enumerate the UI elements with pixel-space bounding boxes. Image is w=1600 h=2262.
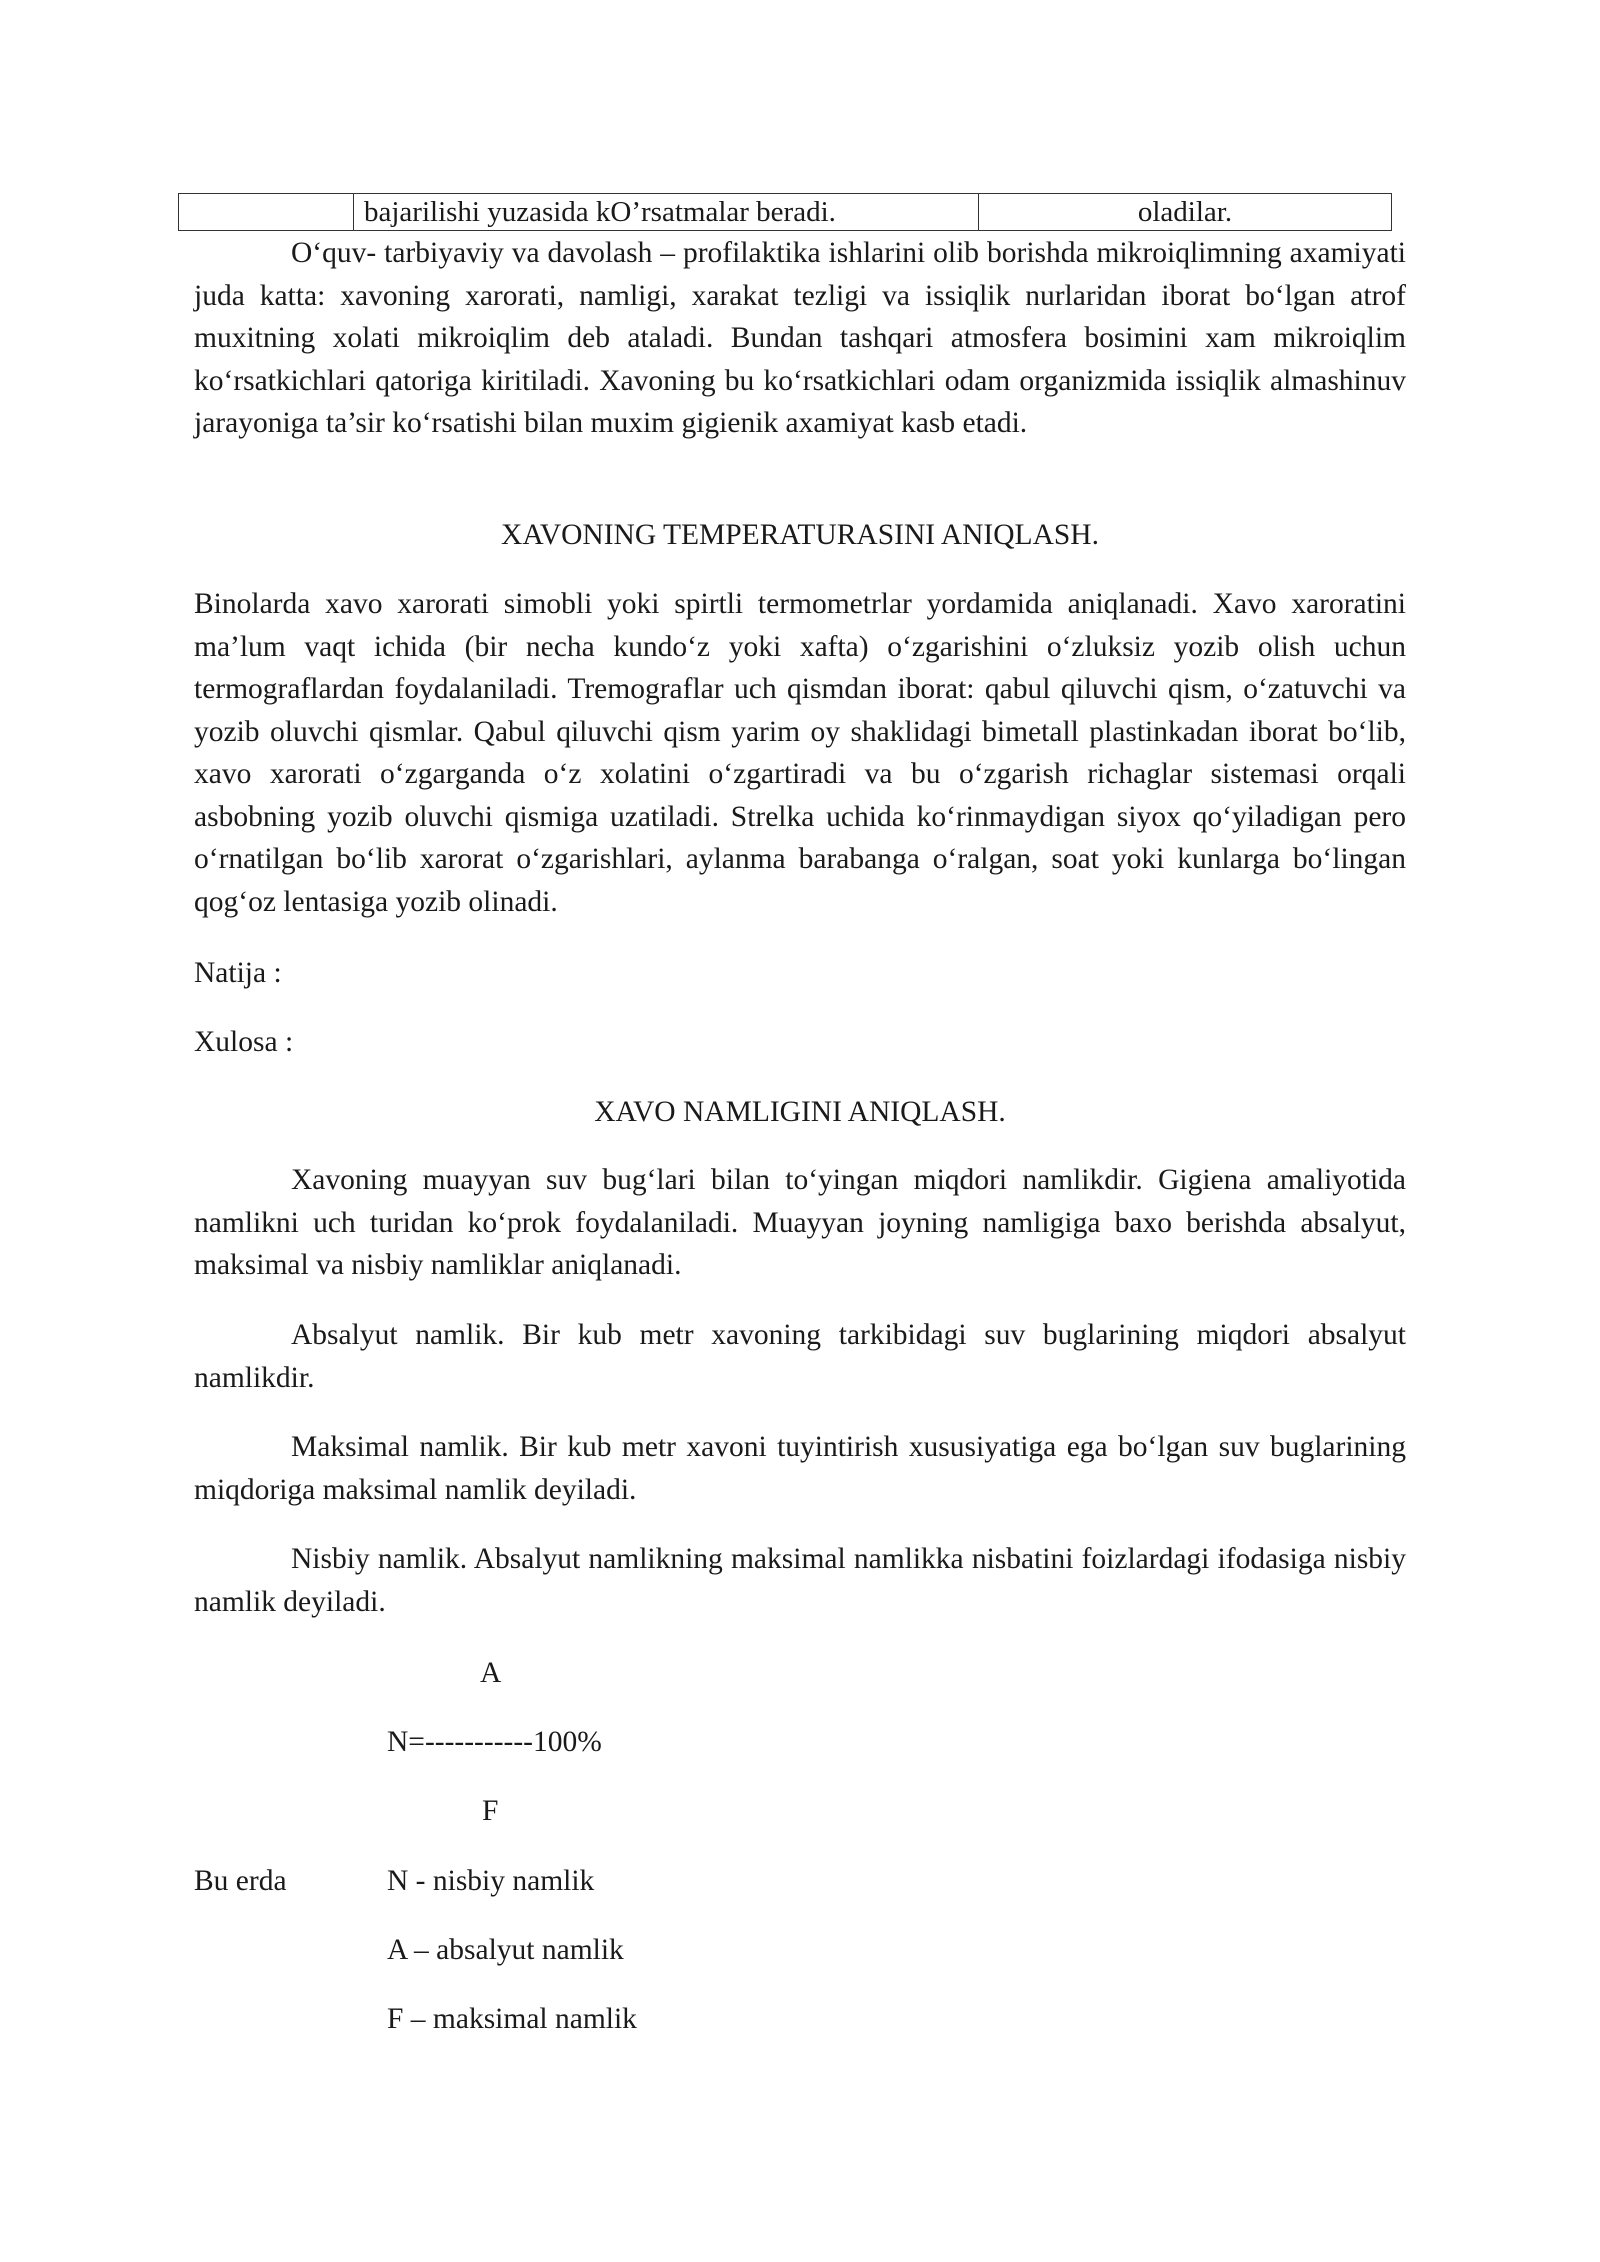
table-row (179, 194, 1392, 231)
humidity-intro-paragraph: Xavoning muayyan suv bug‘lari bilan to‘yingan miqdori namlikdir. Gigiena amaliyotida namlikni uch turidan ko‘prok foydalaniladi. Muayyan joyning namligiga baxo berishda absalyut, maksimal va nisbiy namliklar aniqlanadi. (194, 1164, 1406, 1281)
temperature-paragraph: Binolarda xavo xarorati simobli yoki spirtli termometrlar yordamida aniqlanadi. Xavo xaroratini ma’lum vaqt ichida (bir necha kundo‘z yoki xafta) o‘zgarishini o‘zluksiz yozib olish uchun termograflardan foydalaniladi. Tremograflar uch qismdan iborat: qabul qiluvchi qism, o‘zatuvchi va yozib oluvchi qismlar. Qabul qiluvchi qism yarim oy shaklidagi bimetall plastinkadan iborat bo‘lib, xavo xarorati o‘zgarganda o‘z xolatini o‘zgartiradi va bu o‘zgarish richaglar sistemasi orqali asbobning yozib oluvchi qismiga uzatiladi. Strelka uchida ko‘rinmaydigan siyox qo‘yiladigan pero o‘rnatilgan bo‘lib xarorat o‘zgarishlari, aylanma barabanga o‘ralgan, soat yoki kunlarga bo‘lingan qog‘oz lentasiga yozib olinadi. (194, 588, 1406, 918)
formula-numerator: A (480, 1657, 502, 1689)
formula-denominator: F (482, 1795, 499, 1827)
legend-item-a: A – absalyut namlik (387, 1934, 624, 1966)
formula-equation: N=-----------100% (387, 1726, 602, 1758)
legend-intro: Bu erda (194, 1865, 287, 1897)
legend-item-f: F – maksimal namlik (387, 2003, 637, 2035)
table-cell-result: oladilar. (979, 194, 1392, 231)
temperature-heading: XAVONING TEMPERATURASINI ANIQLASH. (501, 519, 1099, 551)
intro-paragraph: O‘quv- tarbiyaviy va davolash – profilaktika ishlarini olib borishda mikroiqlimning axamiyati juda katta: xavoning xarorati, namligi, xarakat tezligi va issiqlik nurlaridan iborat bo‘lgan atrof muxitning xolati mikroiqlim deb ataladi. Bundan tashqari atmosfera bosimini xam mikroiqlim ko‘rsatkichlari qatoriga kiritiladi. Xavoning bu ko‘rsatkichlari odam organizmida issiqlik almashinuv jarayoniga ta’sir ko‘rsatishi bilan muxim gigienik axamiyat kasb etadi. (194, 237, 1406, 439)
table-cell-empty (179, 194, 354, 231)
absolute-humidity-paragraph: Absalyut namlik. Bir kub metr xavoning tarkibidagi suv buglarining miqdori absalyut namlikdir. (194, 1319, 1406, 1394)
humidity-heading: XAVO NAMLIGINI ANIQLASH. (594, 1096, 1006, 1128)
xulosa-label: Xulosa : (194, 1026, 294, 1058)
maximal-humidity-paragraph: Maksimal namlik. Bir kub metr xavoni tuyintirish xususiyatiga ega bo‘lgan suv buglarining miqdoriga maksimal namlik deyiladi. (194, 1431, 1406, 1506)
legend-item-n: N - nisbiy namlik (387, 1865, 595, 1897)
relative-humidity-paragraph: Nisbiy namlik. Absalyut namlikning maksimal namlikka nisbatini foizlardagi ifodasiga nisbiy namlik deyiladi. (194, 1543, 1406, 1618)
natija-label: Natija : (194, 957, 282, 989)
table-cell-instructions: bajarilishi yuzasida kO’rsatmalar beradi. (354, 194, 979, 231)
table-fragment (178, 193, 1392, 231)
